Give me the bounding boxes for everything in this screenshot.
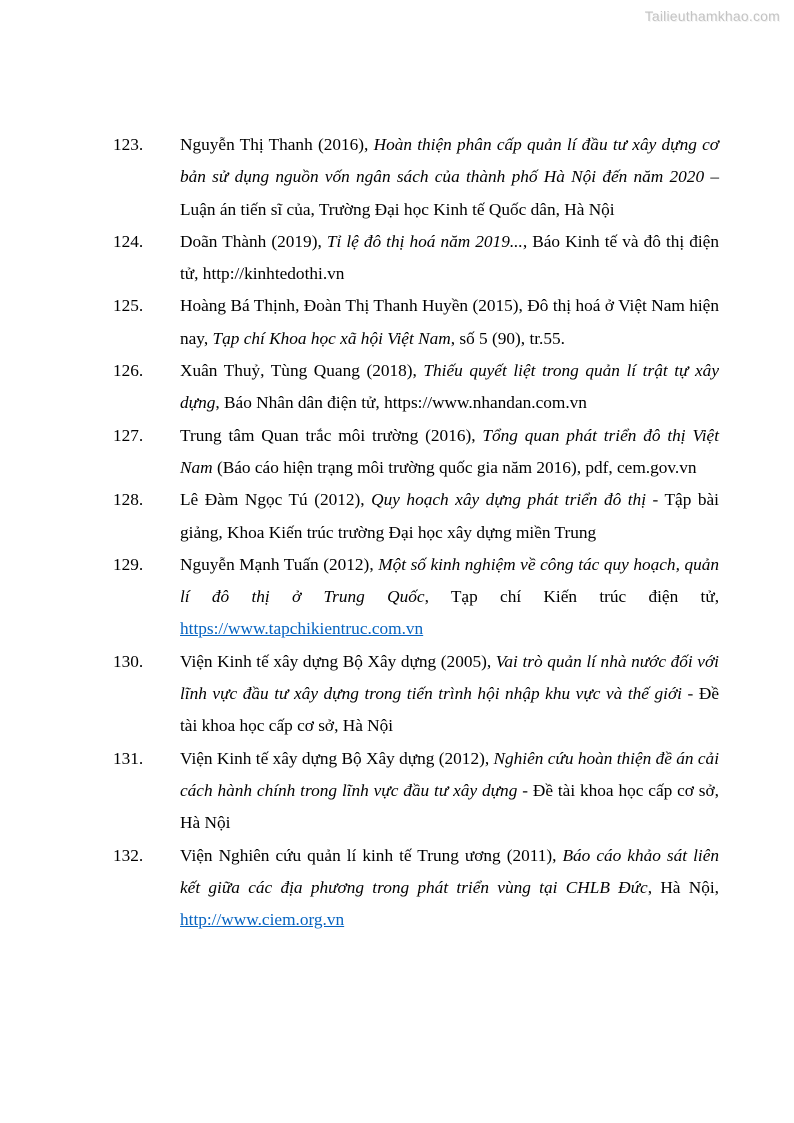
reference-segment: , Báo Kinh tế và đô thị điện tử, http://kinhtedothi.vn xyxy=(180,231,719,284)
references-list xyxy=(113,129,719,936)
reference-item xyxy=(113,226,719,291)
reference-segment: Quy hoạch xây dựng phát triển đô thị xyxy=(371,490,646,510)
reference-number: 127. xyxy=(113,425,144,445)
reference-segment: - Đề tài khoa học cấp cơ sở, Hà Nội xyxy=(180,780,719,833)
reference-text xyxy=(180,652,719,736)
reference-segment: Thiếu quyết liệt trong quản lí trật tự xây dựng xyxy=(180,361,719,413)
reference-segment: , số 5 (90), tr.55. xyxy=(450,328,565,348)
reference-link[interactable]: https://www.tapchikientruc.com.vn xyxy=(180,619,424,639)
reference-segment: Viện Nghiên cứu quản lí kinh tế Trung ương (2011), xyxy=(180,845,563,865)
reference-segment: Báo cáo khảo sát liên kết giữa các địa phương trong phát triển vùng tại CHLB Đức xyxy=(180,845,719,897)
reference-segment: Viện Kinh tế xây dựng Bộ Xây dựng (2005), xyxy=(180,651,496,671)
reference-segment: Xuân Thuỷ, Tùng Quang (2018), xyxy=(180,361,424,381)
reference-number: 125. xyxy=(113,296,144,316)
reference-item xyxy=(113,646,719,743)
reference-text xyxy=(180,361,719,412)
reference-item xyxy=(113,549,719,646)
reference-text xyxy=(180,490,719,541)
reference-number: 132. xyxy=(113,845,144,865)
reference-segment: Vai trò quản lí nhà nước đối với lĩnh vực đầu tư xây dựng trong tiến trình hội nhập khu vực và thế giới xyxy=(180,651,719,704)
reference-text xyxy=(180,749,719,833)
reference-text xyxy=(180,296,719,347)
reference-item xyxy=(113,743,719,840)
reference-segment: , Báo Nhân dân điện tử, https://www.nhandan.com.vn xyxy=(215,393,587,413)
reference-text xyxy=(180,426,719,477)
reference-number: 129. xyxy=(113,554,144,574)
reference-segment: - Đề tài khoa học cấp cơ sở, Hà Nội xyxy=(180,684,720,736)
reference-item xyxy=(113,290,719,355)
reference-segment: Nguyễn Mạnh Tuấn (2012), xyxy=(180,554,379,574)
reference-segment: , Tạp chí Kiến trúc điện tử, xyxy=(424,587,720,607)
reference-segment: Trung tâm Quan trắc môi trường (2016), xyxy=(180,425,483,445)
reference-number: 126. xyxy=(113,361,144,381)
reference-segment: Tạp chí Khoa học xã hội Việt Nam xyxy=(212,328,451,348)
reference-segment: Tổng quan phát triển đô thị Việt Nam xyxy=(180,425,719,477)
reference-number: 128. xyxy=(113,490,144,510)
reference-segment: Nghiên cứu hoàn thiện đề án cải cách hành chính trong lĩnh vực đầu tư xây dựng xyxy=(180,748,719,800)
reference-text xyxy=(180,846,719,930)
reference-segment: Một số kinh nghiệm về công tác quy hoạch, quản lí đô thị ở Trung Quốc xyxy=(180,554,720,607)
reference-link[interactable]: http://www.ciem.org.vn xyxy=(180,910,345,930)
reference-segment: Nguyễn Thị Thanh (2016), xyxy=(180,135,374,154)
reference-number: 123. xyxy=(113,135,144,154)
reference-segment: (Báo cáo hiện trạng môi trường quốc gia năm 2016), pdf, cem.gov.vn xyxy=(212,457,697,477)
reference-segment: Viện Kinh tế xây dựng Bộ Xây dựng (2012), xyxy=(180,748,494,768)
reference-number: 131. xyxy=(113,748,144,768)
reference-text xyxy=(180,135,719,219)
reference-segment: Hoàn thiện phân cấp quản lí đầu tư xây dựng cơ bản sử dụng nguồn vốn ngân sách của thành phố Hà Nội đến năm 2020 xyxy=(180,135,719,187)
reference-text xyxy=(180,232,719,283)
reference-item xyxy=(113,840,719,937)
reference-segment: Hoàng Bá Thịnh, Đoàn Thị Thanh Huyền (2015), Đô thị hoá ở Việt Nam hiện nay, xyxy=(180,296,719,348)
reference-segment: Tỉ lệ đô thị hoá năm 2019... xyxy=(326,231,523,251)
reference-number: 124. xyxy=(113,231,144,251)
reference-text xyxy=(180,555,719,639)
reference-segment: Doãn Thành (2019), xyxy=(180,231,327,251)
reference-segment: - Tập bài giảng, Khoa Kiến trúc trường Đại học xây dựng miền Trung xyxy=(180,490,719,542)
watermark: Tailieuthamkhao.com xyxy=(644,8,780,24)
reference-item xyxy=(113,484,719,549)
reference-item xyxy=(113,420,719,485)
reference-segment: , Hà Nội, xyxy=(647,877,720,897)
reference-segment: – Luận án tiến sĩ của, Trường Đại học Kinh tế Quốc dân, Hà Nội xyxy=(180,167,719,219)
reference-item xyxy=(113,355,719,420)
reference-number: 130. xyxy=(113,651,144,671)
reference-segment: Lê Đàm Ngọc Tú (2012), xyxy=(180,490,372,510)
reference-item xyxy=(113,129,719,226)
